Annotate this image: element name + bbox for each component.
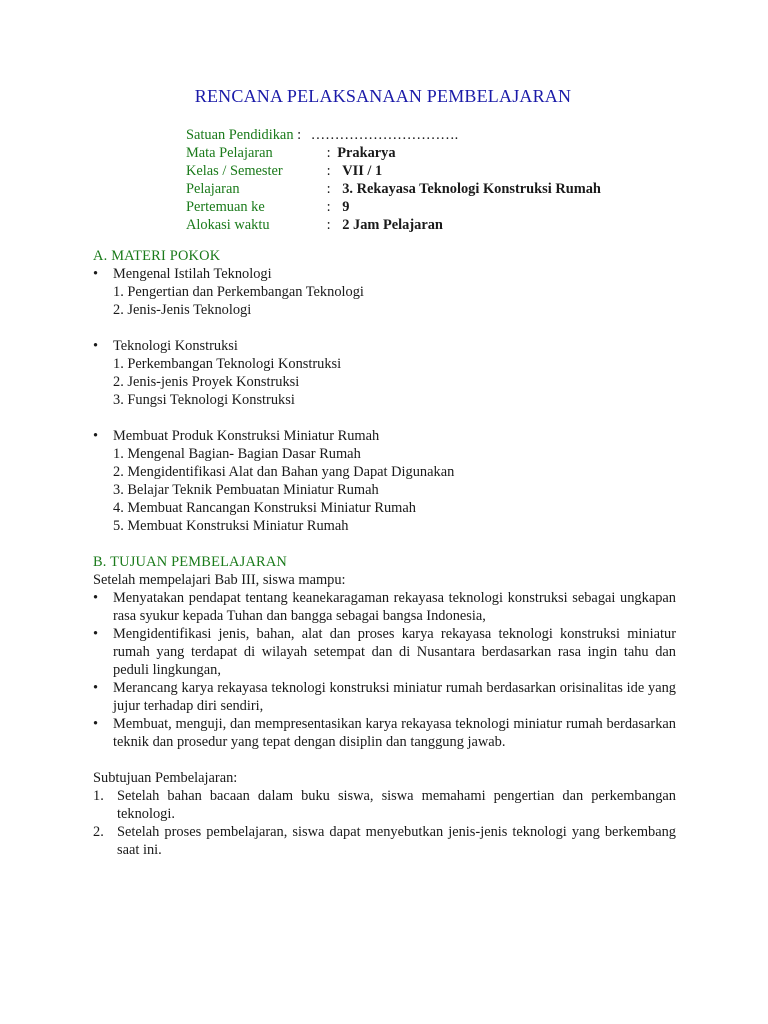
- bullet-dot: •: [93, 338, 99, 354]
- info-row-pelajaran: [186, 180, 601, 198]
- info-row-kelas: [186, 162, 601, 180]
- info-value: 3. Rekayasa Teknologi Konstruksi Rumah: [342, 181, 601, 197]
- list-item: 2. Jenis-Jenis Teknologi: [113, 302, 252, 318]
- objective-text: Menyatakan pendapat tentang keanekaragaman rekayasa teknologi konstruksi sebagai ungkapan rasa syukur kepada Tuhan dan bangga sebagai bangsa Indonesia,: [113, 590, 676, 624]
- section-b-heading: B. TUJUAN PEMBELAJARAN: [93, 554, 288, 570]
- list-item: 5. Membuat Konstruksi Miniatur Rumah: [113, 518, 349, 534]
- list-item: 1. Mengenal Bagian- Bagian Dasar Rumah: [113, 446, 361, 462]
- subgoal-item: [93, 787, 676, 823]
- objective-text: Mengidentifikasi jenis, bahan, alat dan proses karya rekayasa teknologi konstruksi miniatur rumah yang terdapat di wilayah setempat dan di Nusantara berdasarkan rasa ingin tahu dan peduli lingkungan,: [113, 626, 676, 678]
- list-item: 3. Fungsi Teknologi Konstruksi: [113, 392, 295, 408]
- info-separator: :: [326, 217, 331, 233]
- bullet-item: [93, 427, 676, 445]
- spacer: [93, 535, 676, 553]
- document-body: [93, 247, 676, 859]
- list-item: 1. Pengertian dan Perkembangan Teknologi: [113, 284, 364, 300]
- bullet-dot: •: [93, 590, 99, 606]
- info-label: Kelas / Semester: [186, 163, 283, 179]
- subgoal-heading: Subtujuan Pembelajaran:: [93, 770, 238, 786]
- document-title: [0, 86, 768, 107]
- info-value: 2 Jam Pelajaran: [342, 217, 443, 233]
- bullet-dot: •: [93, 626, 99, 642]
- subgoal-text: Setelah proses pembelajaran, siswa dapat menyebutkan jenis-jenis teknologi yang berkembang saat ini.: [117, 824, 676, 858]
- bullet-dot: •: [93, 716, 99, 732]
- bullet-item: [93, 265, 676, 283]
- objective-text: Membuat, menguji, dan mempresentasikan karya rekayasa teknologi miniatur rumah berdasarkan teknik dan prosedur yang tepat dengan disiplin dan tanggung jawab.: [113, 716, 676, 750]
- objective-item: [93, 679, 676, 715]
- bullet-dot: •: [93, 266, 99, 282]
- list-item: 2. Jenis-jenis Proyek Konstruksi: [113, 374, 300, 390]
- info-label: Pelajaran: [186, 181, 240, 197]
- info-value: ………………………….: [310, 127, 459, 143]
- section-b-intro: Setelah mempelajari Bab III, siswa mampu:: [93, 572, 346, 588]
- info-row-alokasi: [186, 216, 601, 234]
- title-text: RENCANA PELAKSANAAN PEMBELAJARAN: [194, 86, 572, 106]
- spacer: [93, 319, 676, 337]
- section-a-heading: A. MATERI POKOK: [93, 248, 221, 264]
- bullet-text: Mengenal Istilah Teknologi: [113, 266, 272, 282]
- spacer: [93, 751, 676, 769]
- subgoal-number: 2.: [93, 824, 104, 840]
- objective-item: [93, 715, 676, 751]
- info-label: Satuan Pendidikan: [186, 127, 294, 143]
- bullet-dot: •: [93, 680, 99, 696]
- objective-text: Merancang karya rekayasa teknologi konstruksi miniatur rumah berdasarkan orisinalitas ide yang jujur terhadap diri sendiri,: [113, 680, 676, 714]
- bullet-dot: •: [93, 428, 99, 444]
- list-item: 4. Membuat Rancangan Konstruksi Miniatur Rumah: [113, 500, 416, 516]
- subgoal-item: [93, 823, 676, 859]
- info-row-mapel: [186, 144, 601, 162]
- info-row-satuan: [186, 126, 601, 144]
- bullet-item: [93, 337, 676, 355]
- subgoal-text: Setelah bahan bacaan dalam buku siswa, siswa memahami pengertian dan perkembangan teknologi.: [117, 788, 676, 822]
- info-value: 9: [342, 199, 350, 215]
- info-label: Pertemuan ke: [186, 199, 265, 215]
- bullet-text: Membuat Produk Konstruksi Miniatur Rumah: [113, 428, 380, 444]
- info-separator: :: [297, 127, 302, 143]
- objective-item: [93, 589, 676, 625]
- list-item: 1. Perkembangan Teknologi Konstruksi: [113, 356, 342, 372]
- identity-block: [186, 126, 601, 234]
- bullet-text: Teknologi Konstruksi: [113, 338, 238, 354]
- subgoal-number: 1.: [93, 788, 104, 804]
- info-value: VII / 1: [342, 163, 383, 179]
- info-label: Mata Pelajaran: [186, 145, 273, 161]
- info-separator: :: [326, 199, 331, 215]
- info-separator: :: [326, 163, 331, 179]
- spacer: [93, 409, 676, 427]
- info-separator: :: [326, 145, 331, 161]
- list-item: 2. Mengidentifikasi Alat dan Bahan yang Dapat Digunakan: [113, 464, 455, 480]
- info-row-pertemuan: [186, 198, 601, 216]
- list-item: 3. Belajar Teknik Pembuatan Miniatur Rumah: [113, 482, 379, 498]
- info-separator: :: [326, 181, 331, 197]
- info-label: Alokasi waktu: [186, 217, 270, 233]
- info-value: Prakarya: [337, 145, 396, 161]
- objective-item: [93, 625, 676, 679]
